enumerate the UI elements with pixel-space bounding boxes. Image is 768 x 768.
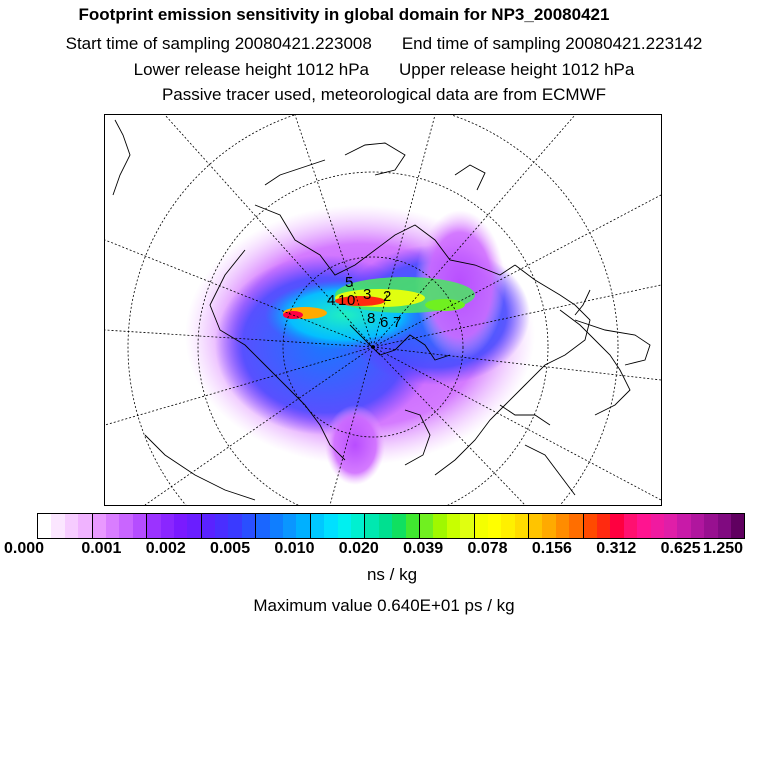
colorbar-swatch bbox=[677, 514, 690, 538]
point-label: 2 bbox=[383, 288, 392, 305]
colorbar-swatch bbox=[392, 514, 405, 538]
colorbar-tick-label: 0.078 bbox=[467, 540, 508, 557]
colorbar-swatch bbox=[433, 514, 446, 538]
colorbar-swatch bbox=[174, 514, 187, 538]
colorbar-swatch bbox=[310, 514, 324, 538]
colorbar-tick-label: 0.625 bbox=[660, 540, 701, 557]
colorbar-swatch bbox=[419, 514, 433, 538]
end-time-label: End time of sampling 20080421.223142 bbox=[401, 34, 703, 53]
colorbar-tick-label: 0.020 bbox=[338, 540, 379, 557]
colorbar-swatch bbox=[119, 514, 132, 538]
colorbar-tick-label: 0.010 bbox=[274, 540, 315, 557]
colorbar-swatch bbox=[406, 514, 419, 538]
colorbar bbox=[37, 513, 745, 539]
colorbar-swatch bbox=[583, 514, 597, 538]
colorbar-tick-label: 0.005 bbox=[210, 540, 251, 557]
colorbar-swatch bbox=[78, 514, 91, 538]
colorbar-swatch bbox=[255, 514, 269, 538]
colorbar-swatch bbox=[270, 514, 283, 538]
colorbar-swatch bbox=[624, 514, 637, 538]
map-canvas bbox=[105, 115, 661, 505]
colorbar-swatch bbox=[704, 514, 717, 538]
colorbar-tick-label: 0.001 bbox=[81, 540, 122, 557]
colorbar-swatch bbox=[731, 514, 744, 538]
colorbar-swatch bbox=[133, 514, 146, 538]
colorbar-tick-label: 0.002 bbox=[145, 540, 186, 557]
colorbar-swatch bbox=[201, 514, 215, 538]
colorbar-swatch bbox=[542, 514, 555, 538]
sampling-times bbox=[0, 34, 768, 54]
footprint-map bbox=[104, 114, 662, 506]
point-label: 1 bbox=[338, 292, 347, 309]
colorbar-swatch bbox=[338, 514, 351, 538]
colorbar-swatch bbox=[610, 514, 623, 538]
point-label: 4 bbox=[327, 292, 336, 309]
colorbar-swatch bbox=[651, 514, 664, 538]
maximum-value: Maximum value 0.640E+01 ps / kg bbox=[253, 596, 515, 615]
colorbar-swatch bbox=[51, 514, 64, 538]
upper-release-label: Upper release height 1012 hPa bbox=[399, 60, 635, 79]
point-label: 5 bbox=[345, 274, 354, 291]
lower-release-label: Lower release height 1012 hPa bbox=[133, 60, 369, 79]
colorbar-swatch bbox=[515, 514, 528, 538]
colorbar-swatch bbox=[379, 514, 392, 538]
point-label: 7 bbox=[393, 314, 402, 331]
colorbar-swatch bbox=[283, 514, 296, 538]
colorbar-swatch bbox=[474, 514, 488, 538]
point-label: 3 bbox=[363, 286, 372, 303]
colorbar-tick-label: 0.039 bbox=[403, 540, 444, 557]
point-label: 0 bbox=[347, 292, 356, 309]
colorbar-tick-label: 1.250 bbox=[702, 540, 744, 557]
colorbar-swatch bbox=[215, 514, 228, 538]
colorbar-swatch bbox=[364, 514, 378, 538]
colorbar-swatch bbox=[460, 514, 473, 538]
colorbar-swatch bbox=[488, 514, 501, 538]
tracer-note: Passive tracer used, meteorological data are from ECMWF bbox=[161, 85, 607, 104]
colorbar-swatch bbox=[296, 514, 309, 538]
colorbar-swatch bbox=[556, 514, 569, 538]
colorbar-tick-label: 0.000 bbox=[3, 540, 45, 557]
sensitivity-field bbox=[185, 205, 535, 485]
colorbar-swatch bbox=[146, 514, 160, 538]
colorbar-tick-label: 0.312 bbox=[596, 540, 637, 557]
colorbar-units: ns / kg bbox=[366, 565, 418, 584]
colorbar-swatch bbox=[501, 514, 514, 538]
colorbar-swatch bbox=[92, 514, 106, 538]
colorbar-swatch bbox=[528, 514, 542, 538]
colorbar-swatch bbox=[161, 514, 174, 538]
point-label: 8 bbox=[367, 310, 376, 327]
colorbar-swatch bbox=[718, 514, 731, 538]
colorbar-swatch bbox=[187, 514, 200, 538]
colorbar-swatch bbox=[242, 514, 255, 538]
colorbar-swatch bbox=[228, 514, 241, 538]
release-heights bbox=[0, 60, 768, 80]
colorbar-swatch bbox=[65, 514, 78, 538]
colorbar-swatch bbox=[447, 514, 460, 538]
colorbar-swatch bbox=[569, 514, 582, 538]
colorbar-swatch bbox=[637, 514, 650, 538]
colorbar-swatch bbox=[38, 514, 51, 538]
colorbar-swatch bbox=[351, 514, 364, 538]
colorbar-swatch bbox=[691, 514, 704, 538]
colorbar-tick-label: 0.156 bbox=[531, 540, 572, 557]
figure-title: Footprint emission sensitivity in global domain for NP3_20080421 bbox=[78, 5, 610, 24]
colorbar-swatch bbox=[597, 514, 610, 538]
colorbar-swatch bbox=[664, 514, 677, 538]
colorbar-swatch bbox=[106, 514, 119, 538]
start-time-label: Start time of sampling 20080421.223008 bbox=[65, 34, 372, 53]
colorbar-swatch bbox=[324, 514, 337, 538]
point-label: 6 bbox=[380, 314, 389, 331]
